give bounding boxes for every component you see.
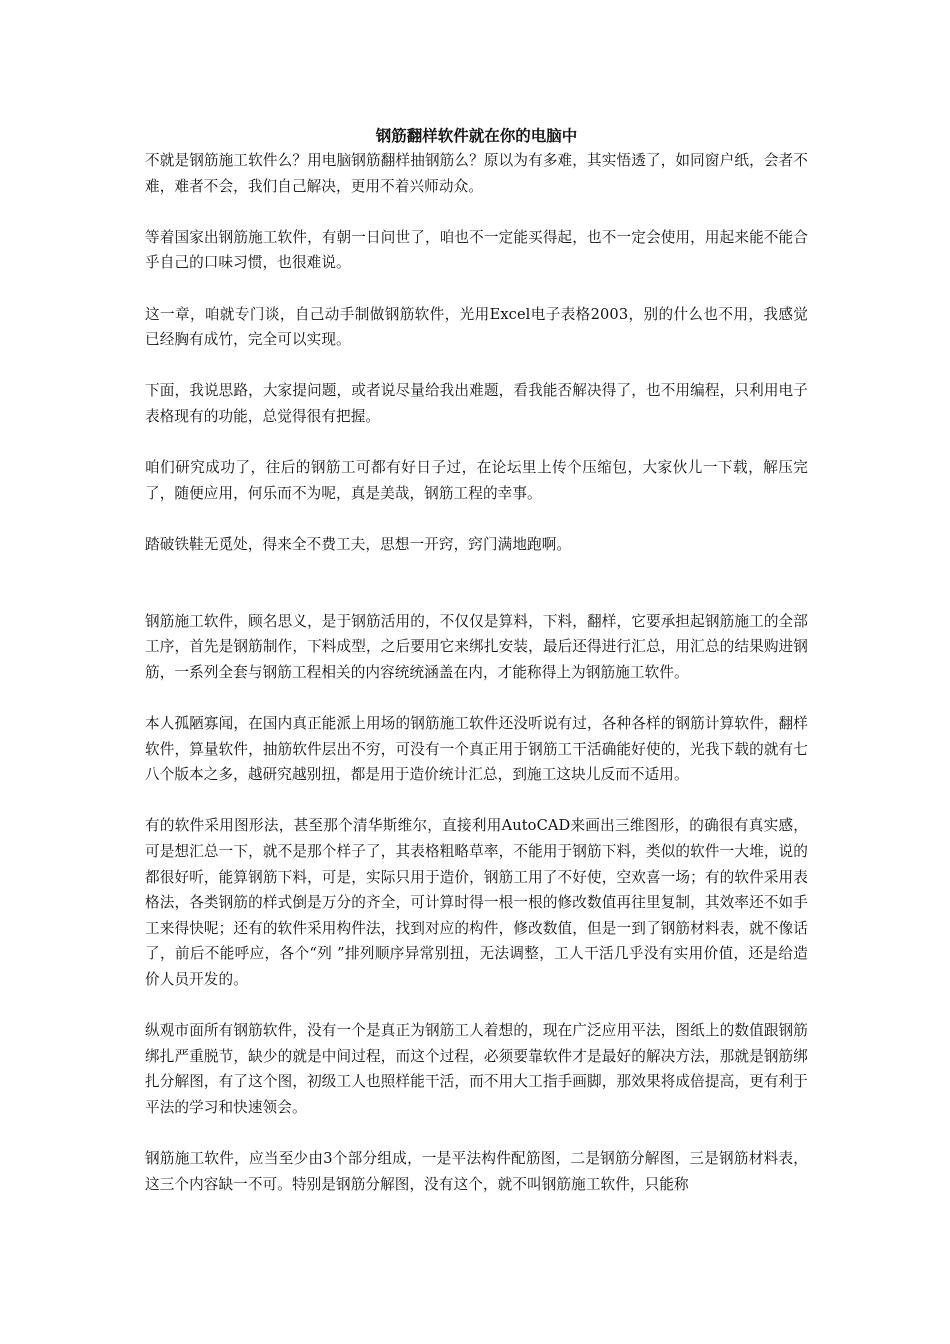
paragraph: 纵观市面所有钢筋软件，没有一个是真正为钢筋工人着想的，现在广泛应用平法，图纸上的数值跟钢筋绑扎严重脱节，缺少的就是中间过程，而这个过程，必须要靠软件才是最好的解决方法，那就是钢筋绑扎分解图，有了这个图，初级工人也照样能干活，而不用大工指手画脚，那效果将成倍提高，更有利于平法的学习和快速领会。 [145, 1022, 808, 1116]
paragraph: 踏破铁鞋无觅处，得来全不费工夫，思想一开窍，窍门满地跑啊。 [145, 535, 572, 553]
document-title: 钢筋翻样软件就在你的电脑中 [375, 127, 578, 145]
paragraph: 钢筋施工软件，应当至少由3个部分组成，一是平法构件配筋图，二是钢筋分解图，三是钢筋材料表，这三个内容缺一不可。特别是钢筋分解图，没有这个，就不叫钢筋施工软件，只能称 [145, 1150, 808, 1193]
paragraph: 下面，我说思路，大家提问题，或者说尽量给我出难题，看我能否解决得了，也不用编程，只利用电子表格现有的功能，总觉得很有把握。 [145, 382, 808, 425]
paragraph: 不就是钢筋施工软件么？用电脑钢筋翻样抽钢筋么？原以为有多难，其实悟透了，如同窗户纸，会者不难，难者不会，我们自己解决，更用不着兴师动众。 [145, 152, 808, 195]
paragraph: 咱们研究成功了，往后的钢筋工可都有好日子过，在论坛里上传个压缩包，大家伙儿一下载，解压完了，随便应用，何乐而不为呢，真是美哉，钢筋工程的幸事。 [145, 459, 808, 502]
paragraph: 这一章，咱就专门谈，自己动手制做钢筋软件，光用Excel电子表格2003，别的什么也不用，我感觉已经胸有成竹，完全可以实现。 [145, 305, 808, 349]
blank-line [145, 583, 808, 609]
paragraph: 本人孤陋寡闻，在国内真正能派上用场的钢筋施工软件还没听说有过，各种各样的钢筋计算软件，翻样软件，算量软件，抽筋软件层出不穷，可没有一个真正用于钢筋工干活确能好使的，光我下载的就有七八个版本之多，越研究越别扭，都是用于造价统计汇总，到施工这块儿反而不适用。 [145, 715, 808, 784]
document-page [145, 124, 808, 1223]
paragraph: 钢筋施工软件，顾名思义，是于钢筋活用的，不仅仅是算料，下料，翻样，它要承担起钢筋施工的全部工序，首先是钢筋制作，下料成型，之后要用它来绑扎安装，最后还得进行汇总，用汇总的结果购进钢筋，一系列全套与钢筋工程相关的内容统统涵盖在内，才能称得上为钢筋施工软件。 [145, 612, 808, 681]
paragraph: 等着国家出钢筋施工软件，有朝一日问世了，咱也不一定能买得起，也不一定会使用，用起来能不能合乎自己的口味习惯，也很难说。 [145, 228, 808, 272]
paragraph: 有的软件采用图形法，甚至那个清华斯维尔，直接利用AutoCAD来画出三维图形，的确很有真实感，可是想汇总一下，就不是那个样子了，其表格粗略草率，不能用于钢筋下料，类似的软件一大堆，说的都很好听，能算钢筋下料，可是，实际只用于造价，钢筋工用了不好使，空欢喜一场；有的软件采用表格法，各类钢筋的样式倒是万分的齐全，可计算时得一根一根的修改数值再往里复制，其效率还不如手工来得快呢；还有的软件采用构件法，找到对应的构件，修改数值，但是一到了钢筋材料表，就不像话了，前后不能呼应，各个“列 ”排列顺序异常别扭，无法调整，工人干活几乎没有实用价值，还是给造价人员开发的。 [145, 817, 808, 988]
